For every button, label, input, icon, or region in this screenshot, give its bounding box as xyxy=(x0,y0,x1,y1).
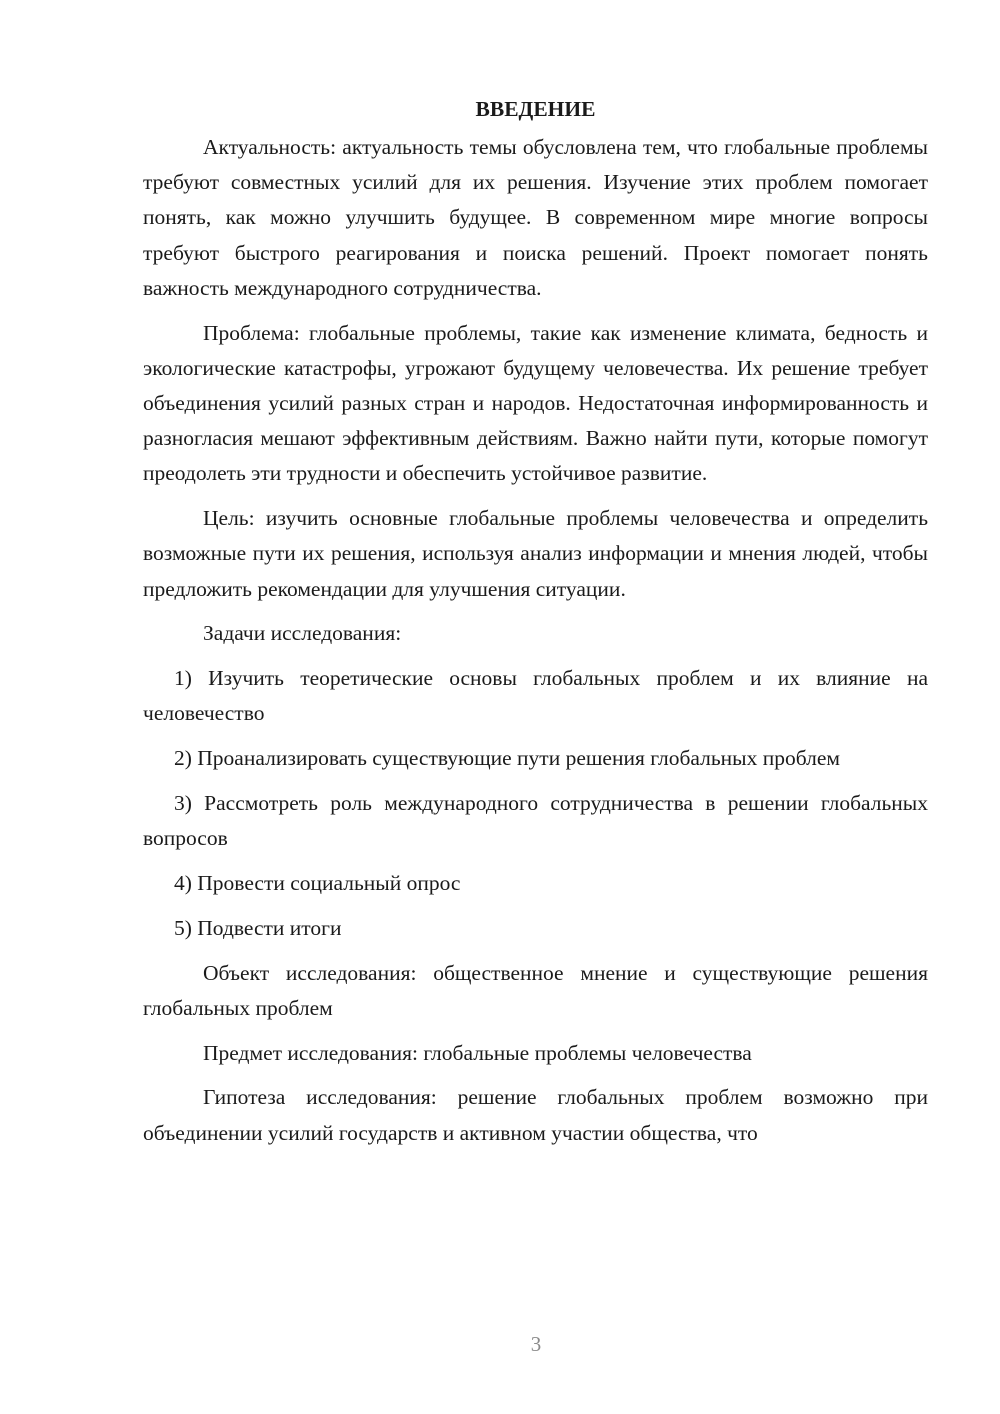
task-item: 3) Рассмотреть роль международного сотрудничества в решении глобальных вопросов xyxy=(143,791,928,851)
paragraph-hypothesis: Гипотеза исследования: решение глобальных проблем возможно при объединении усилий государств и активном участии общества, что xyxy=(143,1085,928,1145)
paragraph-subject: Предмет исследования: глобальные проблемы человечества xyxy=(203,1040,752,1065)
task-item: 4) Провести социальный опрос xyxy=(174,871,461,896)
document-page xyxy=(143,92,928,1160)
paragraph-relevance: Актуальность: актуальность темы обусловлена тем, что глобальные проблемы требуют совместных усилий для их решения. Изучение этих проблем помогает понять, как можно улучшить будущее. В современном мире многие вопросы требуют быстрого реагирования и поиска решений. Проект помогает понять важность международного сотрудничества. xyxy=(143,135,928,300)
page-number: 3 xyxy=(530,1332,542,1356)
task-item: 2) Проанализировать существующие пути решения глобальных проблем xyxy=(174,746,841,771)
task-item: 5) Подвести итоги xyxy=(174,915,342,940)
paragraph-goal: Цель: изучить основные глобальные проблемы человечества и определить возможные пути их решения, используя анализ информации и мнения людей, чтобы предложить рекомендации для улучшения ситуации. xyxy=(143,506,928,601)
paragraph-tasks-heading: Задачи исследования: xyxy=(203,621,402,646)
paragraph-object: Объект исследования: общественное мнение и существующие решения глобальных проблем xyxy=(143,960,928,1020)
page-title: ВВЕДЕНИЕ xyxy=(475,97,596,121)
task-item: 1) Изучить теоретические основы глобальных проблем и их влияние на человечество xyxy=(143,666,928,726)
paragraph-problem: Проблема: глобальные проблемы, такие как изменение климата, бедность и экологические катастрофы, угрожают будущему человечества. Их решение требует объединения усилий разных стран и народов. Недостаточная информированность и разногласия мешают эффективным действиям. Важно найти пути, которые помогут преодолеть эти трудности и обеспечить устойчивое развитие. xyxy=(143,320,928,486)
